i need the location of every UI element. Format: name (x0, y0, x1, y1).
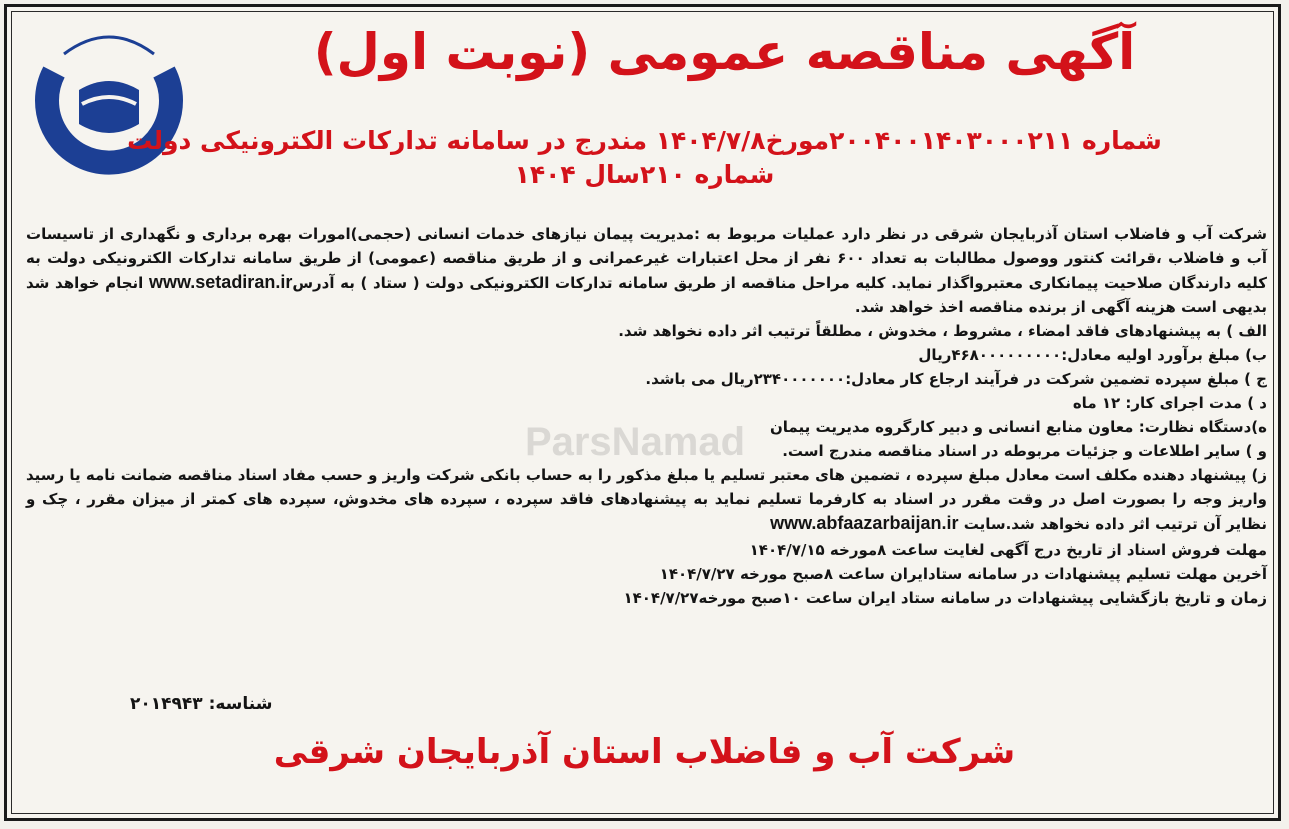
conditions-list (26, 319, 1267, 536)
intro-text: شرکت آب و فاضلاب استان آذربایجان شرقی در نظر دارد عملیات مربوط به :مدیریت پیمان نیازهای خدمات انسانی (حجمی)امورات بهره برداری و نگهداری از تاسیسات آب و فاضلاب ،قرائت کنتور ووصول مطالبات به تعداد ۶۰۰ نفر از محل اعتبارات غیرعمرانی و از طریق مناقصه (عمومی) از طریق سامانه تدارکات الکترونیکی دولت به کلیه دارندگان صلاحیت پیمانکاری معتبرواگذار نماید. کلیه مراحل مناقصه از طریق سامانه تدارکات الکترونیکی دولت ( ستاد ) به آدرس (26, 225, 1267, 292)
condition-dal: د ) مدت اجرای کار: ۱۲ ماه (1072, 394, 1267, 412)
condition-ze (26, 463, 1267, 536)
setad-site-link[interactable]: www.setadiran.ir (148, 272, 293, 292)
notice-id-value: ۲۰۱۴۹۴۳ (130, 694, 203, 714)
company-name-footer: شرکت آب و فاضلاب استان آذربایجان شرقی (273, 732, 1016, 772)
condition-ze-text: ز) پیشنهاد دهنده مکلف است معادل مبلغ سپرده ، تضمین های معتبر تسلیم یا مبلغ مذکور را به حساب بانکی شرکت واریز و حسب مفاد اسناد مناقصه ضمانت نامه یا رسید واریز وجه را بصورت اصل در وقت مقرر در اسناد به کارفرما تسلیم نماید به پیشنهادهای فاقد سپرده ، سپرده های مخدوش، سپرده های کمتر از میزان مقرر ، چک و نظایر آن ترتیب اثر داده نخواهد شد.سایت (26, 466, 1267, 533)
subtitle-line-2: شماره ۲۱۰سال ۱۴۰۴ (514, 160, 775, 189)
condition-vav: و ) سایر اطلاعات و جزئیات مربوطه در اسناد مناقصه مندرج است. (782, 442, 1267, 460)
notice-id (130, 694, 272, 714)
abfa-site-link[interactable]: www.abfaazarbaijan.ir (770, 513, 959, 533)
deadline-documents: مهلت فروش اسناد از تاریخ درج آگهی لغایت ساعت ۸مورخه ۱۴۰۴/۷/۱۵ (749, 541, 1267, 559)
condition-jim: ج ) مبلغ سپرده تضمین شرکت در فرآیند ارجاع کار معادل:۲۳۴۰۰۰۰۰۰۰ریال می باشد. (645, 370, 1267, 388)
intro-paragraph (26, 222, 1267, 319)
intro-end-text: انجام خواهد شد بدیهی است هزینه آگهی از برنده مناقصه اخذ خواهد شد. (26, 274, 1267, 316)
subtitle-line-1: شماره ۲۰۰۴۰۰۱۴۰۳۰۰۰۲۱۱مورخ۱۴۰۴/۷/۸ مندرج در سامانه تدارکات الکترونیکی دولت (127, 126, 1162, 155)
notice-subtitle (40, 124, 1249, 192)
notice-id-label: شناسه: (208, 694, 273, 714)
deadlines (26, 538, 1267, 610)
condition-he: ه)دستگاه نظارت: معاون منابع انسانی و دبیر کارگروه مدیریت پیمان (770, 418, 1267, 436)
deadline-opening: زمان و تاریخ بازگشایی پیشنهادات در سامانه ستاد ایران ساعت ۱۰صبح مورخه۱۴۰۴/۷/۲۷ (623, 589, 1267, 607)
condition-be: ب) مبلغ برآورد اولیه معادل:۴۶۸۰۰۰۰۰۰۰۰۰ریال (918, 346, 1267, 364)
watermark: ParsNamad (524, 420, 746, 464)
condition-alef: الف ) به پیشنهادهای فاقد امضاء ، مشروط ، مخدوش ، مطلقاً ترتیب اثر داده نخواهد شد. (618, 322, 1267, 340)
deadline-submission: آخرین مهلت تسلیم پیشنهادات در سامانه ستادایران ساعت ۸صبح مورخه ۱۴۰۴/۷/۲۷ (659, 565, 1267, 583)
notice-body (26, 222, 1267, 610)
notice-title: آگهی مناقصه عمومی (نوبت اول) (313, 23, 1136, 81)
